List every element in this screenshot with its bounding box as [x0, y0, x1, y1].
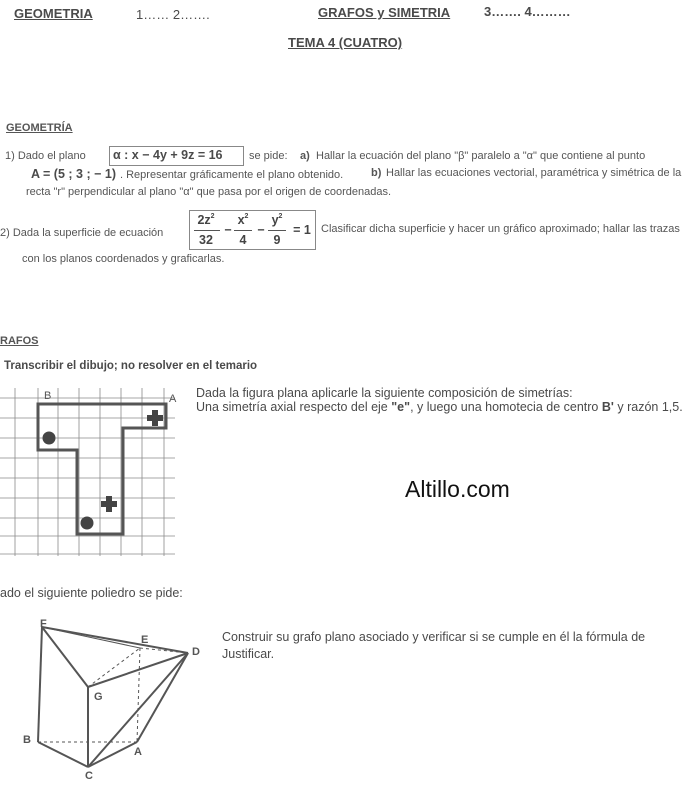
q3-line2-mid: , y luego una homotecia de centro — [410, 400, 599, 414]
q3-line2-post: y razón 1,5. — [617, 400, 683, 414]
vertex-b: B — [23, 734, 31, 746]
vertex-d: D — [192, 646, 200, 658]
tema-title: TEMA 4 (CUATRO) — [288, 35, 403, 50]
header-left-slots: 1…… 2……. — [136, 7, 210, 22]
q4-intro: ado el siguiente poliedro se pide: — [0, 586, 183, 600]
q1-b-label: b) — [371, 167, 382, 179]
header-right-title: GRAFOS y SIMETRIA — [318, 5, 451, 20]
term3-denominator: 9 — [273, 233, 281, 247]
header-left-title: GEOMETRIA — [14, 6, 93, 21]
vertex-e: E — [141, 634, 149, 646]
term2-numerator: x — [237, 213, 245, 227]
term1-denominator: 32 — [199, 233, 213, 247]
q1-prefix: 1) Dado el plano — [5, 150, 86, 162]
grid-lines — [0, 388, 175, 556]
term1-exponent: 2 — [210, 213, 215, 220]
vertex-c: C — [85, 770, 93, 782]
term2-denominator: 4 — [239, 233, 247, 247]
term3-numerator: y — [271, 213, 279, 227]
grafos-heading: RAFOS — [0, 335, 39, 347]
l-shape-polygon — [38, 404, 166, 534]
q2-prefix: 2) Dada la superficie de ecuación — [0, 227, 164, 239]
symmetry-figure — [0, 388, 185, 556]
polyhedron-figure — [0, 615, 210, 785]
plane-equation: α : x − 4y + 9z = 16 — [113, 148, 223, 162]
cross-top — [147, 410, 163, 426]
grid-label-b: B — [44, 390, 52, 402]
grafos-instruction: Transcribir el dibujo; no resolver en el temario — [4, 360, 258, 372]
q1-a-label: a) — [300, 150, 310, 162]
term3-exponent: 2 — [278, 213, 283, 220]
q3-line2-pre: Una simetría axial respecto del eje — [196, 400, 388, 414]
vertex-a: A — [134, 746, 142, 758]
minus-2: − — [257, 223, 265, 237]
term1-numerator: 2z — [197, 213, 211, 227]
q1-line3: recta "r" perpendicular al plano "α" que pasa por el origen de coordenadas. — [26, 186, 392, 198]
equals-one: = 1 — [293, 223, 311, 237]
vertex-g: G — [94, 691, 103, 703]
vertex-f: F — [40, 618, 47, 630]
dot-top — [43, 432, 56, 445]
minus-1: − — [224, 223, 232, 237]
q3-line1: Dada la figura plana aplicarle la siguiente composición de simetrías: — [196, 386, 573, 400]
q3-line2 — [196, 400, 683, 414]
q4-line2: Justificar. — [222, 647, 275, 661]
geometria-heading: GEOMETRÍA — [6, 122, 73, 134]
grid-label-a: A — [169, 393, 177, 405]
point-a: A = (5 ; 3 ; − 1) — [31, 167, 116, 181]
q1-se-pide: se pide: — [249, 150, 288, 162]
q3-axis: "e" — [391, 400, 411, 414]
term2-exponent: 2 — [244, 213, 249, 220]
q1-b-text: Hallar las ecuaciones vectorial, paramétrica y simétrica de la — [386, 167, 682, 179]
q2-line2: con los planos coordenados y graficarlas. — [22, 253, 225, 265]
dot-bottom — [81, 517, 94, 530]
q1-a-text: Hallar la ecuación del plano "β" paralelo a "α" que contiene al punto — [316, 150, 646, 162]
q3-center: B' — [601, 400, 614, 414]
q1-line2-rest: . Representar gráficamente el plano obtenido. — [120, 169, 344, 181]
header-right-slots: 3……. 4……… — [484, 4, 571, 19]
watermark: Altillo.com — [405, 476, 510, 502]
q4-line1: Construir su grafo plano asociado y verificar si se cumple en él la fórmula de — [222, 630, 646, 644]
q2-rest: Clasificar dicha superficie y hacer un gráfico aproximado; hallar las trazas — [321, 223, 680, 235]
